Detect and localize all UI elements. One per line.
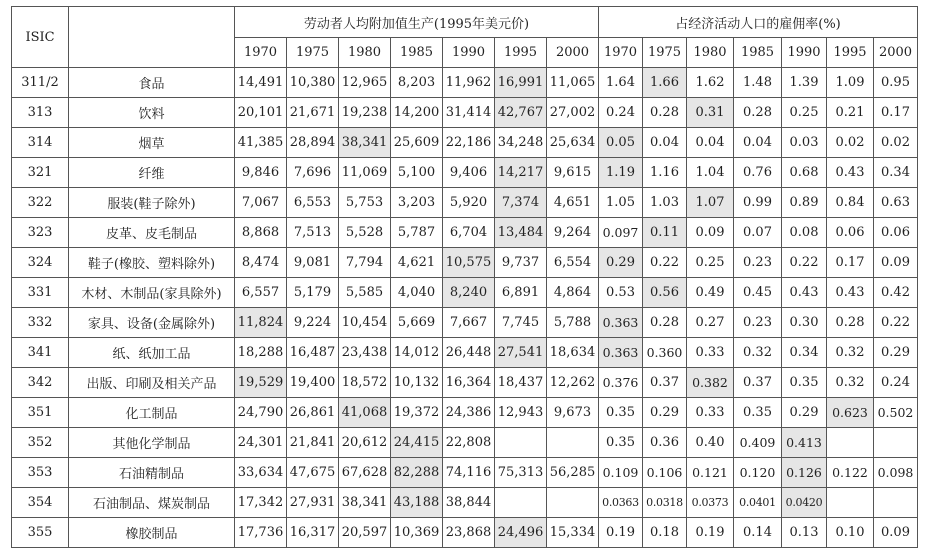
employment-rate-cell: 0.40: [687, 428, 734, 458]
employment-rate-cell: 0.28: [827, 308, 874, 338]
year-header: 1975: [643, 38, 687, 68]
value-added-cell: 3,203: [391, 188, 443, 218]
value-added-cell: 22,186: [443, 128, 495, 158]
value-added-cell: [495, 488, 547, 518]
employment-rate-cell: 0.13: [782, 518, 827, 548]
industry-name-header: [69, 7, 235, 68]
value-added-cell: 75,313: [495, 458, 547, 488]
value-added-cell: 16,364: [443, 368, 495, 398]
value-added-cell: 34,248: [495, 128, 547, 158]
employment-rate-cell: 0.43: [827, 278, 874, 308]
value-added-cell: 8,868: [235, 218, 287, 248]
table-row: [12, 398, 918, 428]
value-added-cell: 10,454: [339, 308, 391, 338]
isic-code-cell: 351: [12, 398, 69, 428]
value-added-cell: 27,541: [495, 338, 547, 368]
value-added-cell: 24,301: [235, 428, 287, 458]
isic-code-cell: 331: [12, 278, 69, 308]
industry-productivity-table: [11, 6, 918, 548]
employment-rate-cell: 0.09: [687, 218, 734, 248]
value-added-cell: 16,991: [495, 68, 547, 98]
value-added-cell: 11,065: [547, 68, 599, 98]
isic-code-cell: 341: [12, 338, 69, 368]
isic-code-cell: 352: [12, 428, 69, 458]
value-added-cell: 41,068: [339, 398, 391, 428]
value-added-cell: 10,380: [287, 68, 339, 98]
employment-rate-cell: 1.66: [643, 68, 687, 98]
employment-rate-cell: 0.19: [599, 518, 643, 548]
employment-rate-cell: 0.34: [874, 158, 918, 188]
value-added-cell: 20,101: [235, 98, 287, 128]
employment-rate-cell: 0.120: [734, 458, 782, 488]
industry-name-cell: 烟草: [69, 128, 235, 158]
value-added-cell: 5,787: [391, 218, 443, 248]
value-added-cell: [547, 488, 599, 518]
employment-rate-cell: 0.360: [643, 338, 687, 368]
value-added-cell: 19,529: [235, 368, 287, 398]
value-added-cell: 5,100: [391, 158, 443, 188]
employment-rate-cell: 0.08: [782, 218, 827, 248]
value-added-cell: 7,513: [287, 218, 339, 248]
value-added-cell: 23,868: [443, 518, 495, 548]
industry-name-cell: 石油精制品: [69, 458, 235, 488]
employment-rate-cell: 0.363: [599, 338, 643, 368]
employment-rate-cell: 0.37: [643, 368, 687, 398]
value-added-cell: 56,285: [547, 458, 599, 488]
employment-rate-cell: 0.06: [827, 218, 874, 248]
value-added-cell: 7,067: [235, 188, 287, 218]
value-added-cell: 5,585: [339, 278, 391, 308]
year-header: 1970: [235, 38, 287, 68]
employment-rate-cell: 0.28: [643, 98, 687, 128]
employment-rate-cell: 0.45: [734, 278, 782, 308]
value-added-cell: 9,846: [235, 158, 287, 188]
value-added-cell: 18,572: [339, 368, 391, 398]
isic-code-cell: 342: [12, 368, 69, 398]
employment-rate-cell: 0.29: [643, 398, 687, 428]
employment-rate-cell: 0.23: [734, 308, 782, 338]
value-added-cell: 19,238: [339, 98, 391, 128]
value-added-cell: 19,372: [391, 398, 443, 428]
employment-rate-cell: 0.0420: [782, 488, 827, 518]
value-added-cell: 20,597: [339, 518, 391, 548]
isic-code-cell: 324: [12, 248, 69, 278]
isic-code-cell: 355: [12, 518, 69, 548]
value-added-cell: 5,788: [547, 308, 599, 338]
value-added-cell: 7,696: [287, 158, 339, 188]
value-added-cell: 14,012: [391, 338, 443, 368]
value-added-cell: 8,474: [235, 248, 287, 278]
value-added-cell: 9,264: [547, 218, 599, 248]
table-row: [12, 218, 918, 248]
value-added-cell: 5,669: [391, 308, 443, 338]
year-header: 1990: [443, 38, 495, 68]
value-added-cell: 5,753: [339, 188, 391, 218]
employment-rate-cell: 0.32: [827, 368, 874, 398]
employment-rate-cell: 0.03: [782, 128, 827, 158]
industry-name-cell: 其他化学制品: [69, 428, 235, 458]
value-added-cell: 28,894: [287, 128, 339, 158]
employment-rate-cell: 1.48: [734, 68, 782, 98]
value-added-cell: 21,671: [287, 98, 339, 128]
value-added-cell: 8,240: [443, 278, 495, 308]
employment-rate-cell: 0.36: [643, 428, 687, 458]
isic-code-cell: 314: [12, 128, 69, 158]
industry-name-cell: 化工制品: [69, 398, 235, 428]
employment-rate-cell: 0.09: [874, 248, 918, 278]
table-row: [12, 278, 918, 308]
value-added-cell: 16,317: [287, 518, 339, 548]
value-added-cell: 11,069: [339, 158, 391, 188]
industry-name-cell: 纤维: [69, 158, 235, 188]
table-row: [12, 458, 918, 488]
value-added-cell: 15,334: [547, 518, 599, 548]
employment-rate-cell: 0.32: [827, 338, 874, 368]
employment-rate-cell: 0.35: [734, 398, 782, 428]
employment-rate-cell: 0.28: [734, 98, 782, 128]
employment-rate-cell: 1.05: [599, 188, 643, 218]
employment-rate-cell: 0.02: [827, 128, 874, 158]
employment-rate-cell: 0.22: [782, 248, 827, 278]
value-added-cell: 9,406: [443, 158, 495, 188]
isic-header: ISIC: [12, 7, 69, 68]
employment-rate-cell: 0.95: [874, 68, 918, 98]
value-added-cell: 11,824: [235, 308, 287, 338]
year-header: 1985: [391, 38, 443, 68]
value-added-cell: 9,224: [287, 308, 339, 338]
industry-name-cell: 石油制品、煤炭制品: [69, 488, 235, 518]
value-added-cell: 5,920: [443, 188, 495, 218]
employment-rate-cell: 0.0318: [643, 488, 687, 518]
value-added-cell: 4,651: [547, 188, 599, 218]
employment-rate-cell: 0.098: [874, 458, 918, 488]
value-added-cell: 41,385: [235, 128, 287, 158]
employment-rate-cell: 0.04: [687, 128, 734, 158]
employment-rate-cell: 0.35: [599, 428, 643, 458]
value-added-cell: 9,615: [547, 158, 599, 188]
value-added-cell: 13,484: [495, 218, 547, 248]
value-added-cell: 7,745: [495, 308, 547, 338]
industry-name-cell: 家具、设备(金属除外): [69, 308, 235, 338]
employment-rate-cell: 0.0401: [734, 488, 782, 518]
value-added-cell: 74,116: [443, 458, 495, 488]
industry-name-cell: 皮革、皮毛制品: [69, 218, 235, 248]
industry-name-cell: 鞋子(橡胶、塑料除外): [69, 248, 235, 278]
industry-name-cell: 饮料: [69, 98, 235, 128]
table-row: [12, 68, 918, 98]
isic-code-cell: 322: [12, 188, 69, 218]
value-added-cell: 23,438: [339, 338, 391, 368]
employment-rate-cell: 1.16: [643, 158, 687, 188]
value-added-group-header: 劳动者人均附加值生产(1995年美元价): [235, 7, 599, 38]
value-added-cell: 25,634: [547, 128, 599, 158]
value-added-cell: 10,369: [391, 518, 443, 548]
value-added-cell: 22,808: [443, 428, 495, 458]
industry-name-cell: 木材、木制品(家具除外): [69, 278, 235, 308]
employment-rate-cell: 0.99: [734, 188, 782, 218]
value-added-cell: 38,341: [339, 128, 391, 158]
value-added-cell: 31,414: [443, 98, 495, 128]
industry-name-cell: 纸、纸加工品: [69, 338, 235, 368]
employment-rate-cell: 0.35: [782, 368, 827, 398]
value-added-cell: 10,575: [443, 248, 495, 278]
value-added-cell: 19,400: [287, 368, 339, 398]
value-added-cell: 10,132: [391, 368, 443, 398]
employment-rate-cell: 0.363: [599, 308, 643, 338]
employment-rate-cell: 0.121: [687, 458, 734, 488]
employment-rate-cell: 1.07: [687, 188, 734, 218]
employment-rate-cell: 0.413: [782, 428, 827, 458]
year-header: 1980: [687, 38, 734, 68]
isic-code-cell: 323: [12, 218, 69, 248]
employment-rate-cell: 0.10: [827, 518, 874, 548]
employment-rate-cell: 0.42: [874, 278, 918, 308]
employment-rate-cell: 0.29: [599, 248, 643, 278]
employment-rate-cell: 0.06: [874, 218, 918, 248]
value-added-cell: 27,931: [287, 488, 339, 518]
value-added-cell: 25,609: [391, 128, 443, 158]
employment-rate-cell: 0.37: [734, 368, 782, 398]
value-added-cell: 18,634: [547, 338, 599, 368]
value-added-cell: 5,179: [287, 278, 339, 308]
year-header: 1995: [827, 38, 874, 68]
table-row: [12, 308, 918, 338]
employment-rate-cell: 0.07: [734, 218, 782, 248]
value-added-cell: 42,767: [495, 98, 547, 128]
value-added-cell: 43,188: [391, 488, 443, 518]
value-added-cell: 12,262: [547, 368, 599, 398]
value-added-cell: 6,553: [287, 188, 339, 218]
employment-rate-cell: 0.04: [643, 128, 687, 158]
employment-rate-cell: 0.14: [734, 518, 782, 548]
employment-rate-cell: [827, 488, 874, 518]
value-added-cell: 6,891: [495, 278, 547, 308]
employment-rate-cell: 0.22: [643, 248, 687, 278]
value-added-cell: 4,040: [391, 278, 443, 308]
value-added-cell: 4,621: [391, 248, 443, 278]
value-added-cell: 38,341: [339, 488, 391, 518]
value-added-cell: 17,342: [235, 488, 287, 518]
employment-rate-cell: 0.0373: [687, 488, 734, 518]
value-added-cell: 47,675: [287, 458, 339, 488]
employment-rate-cell: 0.21: [827, 98, 874, 128]
table-row: [12, 488, 918, 518]
employment-rate-cell: 0.30: [782, 308, 827, 338]
industry-name-cell: 橡胶制品: [69, 518, 235, 548]
industry-name-cell: 出版、印刷及相关产品: [69, 368, 235, 398]
employment-group-header: 占经济活动人口的雇佣率(%): [599, 7, 918, 38]
value-added-cell: 18,288: [235, 338, 287, 368]
employment-rate-cell: 0.43: [782, 278, 827, 308]
employment-rate-cell: 0.0363: [599, 488, 643, 518]
employment-rate-cell: 0.623: [827, 398, 874, 428]
value-added-cell: [547, 428, 599, 458]
value-added-cell: [495, 428, 547, 458]
value-added-cell: 6,704: [443, 218, 495, 248]
value-added-cell: 67,628: [339, 458, 391, 488]
employment-rate-cell: [874, 428, 918, 458]
value-added-cell: 24,496: [495, 518, 547, 548]
employment-rate-cell: 0.106: [643, 458, 687, 488]
employment-rate-cell: 0.32: [734, 338, 782, 368]
employment-rate-cell: 0.097: [599, 218, 643, 248]
employment-rate-cell: 0.35: [599, 398, 643, 428]
employment-rate-cell: 0.122: [827, 458, 874, 488]
employment-rate-cell: [827, 428, 874, 458]
employment-rate-cell: 0.76: [734, 158, 782, 188]
year-header: 1985: [734, 38, 782, 68]
isic-code-cell: 313: [12, 98, 69, 128]
year-header: 1995: [495, 38, 547, 68]
employment-rate-cell: 0.376: [599, 368, 643, 398]
employment-rate-cell: 0.28: [643, 308, 687, 338]
employment-rate-cell: 1.64: [599, 68, 643, 98]
value-added-cell: 21,841: [287, 428, 339, 458]
isic-code-cell: 332: [12, 308, 69, 338]
table-row: [12, 368, 918, 398]
employment-rate-cell: 0.11: [643, 218, 687, 248]
value-added-cell: 17,736: [235, 518, 287, 548]
employment-rate-cell: 0.502: [874, 398, 918, 428]
employment-rate-cell: 0.34: [782, 338, 827, 368]
value-added-cell: 18,437: [495, 368, 547, 398]
value-added-cell: 9,673: [547, 398, 599, 428]
value-added-cell: 8,203: [391, 68, 443, 98]
value-added-cell: 9,081: [287, 248, 339, 278]
employment-rate-cell: 1.09: [827, 68, 874, 98]
table-header: [12, 7, 918, 68]
industry-name-cell: 服装(鞋子除外): [69, 188, 235, 218]
employment-rate-cell: [874, 488, 918, 518]
value-added-cell: 14,200: [391, 98, 443, 128]
employment-rate-cell: 1.19: [599, 158, 643, 188]
value-added-cell: 26,861: [287, 398, 339, 428]
employment-rate-cell: 0.02: [874, 128, 918, 158]
employment-rate-cell: 0.43: [827, 158, 874, 188]
table-row: [12, 158, 918, 188]
table-row: [12, 428, 918, 458]
value-added-cell: 33,634: [235, 458, 287, 488]
employment-rate-cell: 0.409: [734, 428, 782, 458]
isic-code-cell: 311/2: [12, 68, 69, 98]
value-added-cell: 24,415: [391, 428, 443, 458]
year-header: 1990: [782, 38, 827, 68]
employment-rate-cell: 0.31: [687, 98, 734, 128]
employment-rate-cell: 0.22: [874, 308, 918, 338]
value-added-cell: 20,612: [339, 428, 391, 458]
employment-rate-cell: 0.53: [599, 278, 643, 308]
year-header: 1975: [287, 38, 339, 68]
year-header: 2000: [874, 38, 918, 68]
value-added-cell: 6,557: [235, 278, 287, 308]
employment-rate-cell: 0.382: [687, 368, 734, 398]
value-added-cell: 7,374: [495, 188, 547, 218]
employment-rate-cell: 0.84: [827, 188, 874, 218]
employment-rate-cell: 0.18: [643, 518, 687, 548]
employment-rate-cell: 0.56: [643, 278, 687, 308]
employment-rate-cell: 0.23: [734, 248, 782, 278]
table-row: [12, 518, 918, 548]
value-added-cell: 5,528: [339, 218, 391, 248]
employment-rate-cell: 0.05: [599, 128, 643, 158]
value-added-cell: 11,962: [443, 68, 495, 98]
value-added-cell: 24,790: [235, 398, 287, 428]
value-added-cell: 7,667: [443, 308, 495, 338]
isic-code-cell: 353: [12, 458, 69, 488]
employment-rate-cell: 0.63: [874, 188, 918, 218]
value-added-cell: 12,943: [495, 398, 547, 428]
year-header: 2000: [547, 38, 599, 68]
employment-rate-cell: 0.24: [874, 368, 918, 398]
value-added-cell: 14,217: [495, 158, 547, 188]
employment-rate-cell: 0.49: [687, 278, 734, 308]
value-added-cell: 82,288: [391, 458, 443, 488]
value-added-cell: 26,448: [443, 338, 495, 368]
employment-rate-cell: 0.19: [687, 518, 734, 548]
data-table-container: [11, 6, 918, 548]
value-added-cell: 27,002: [547, 98, 599, 128]
employment-rate-cell: 0.33: [687, 338, 734, 368]
value-added-cell: 6,554: [547, 248, 599, 278]
value-added-cell: 4,864: [547, 278, 599, 308]
table-body: [12, 68, 918, 548]
employment-rate-cell: 1.62: [687, 68, 734, 98]
table-row: [12, 338, 918, 368]
employment-rate-cell: 1.03: [643, 188, 687, 218]
value-added-cell: 7,794: [339, 248, 391, 278]
table-row: [12, 188, 918, 218]
year-header: 1980: [339, 38, 391, 68]
employment-rate-cell: 0.04: [734, 128, 782, 158]
employment-rate-cell: 0.33: [687, 398, 734, 428]
employment-rate-cell: 0.24: [599, 98, 643, 128]
table-row: [12, 98, 918, 128]
employment-rate-cell: 0.25: [687, 248, 734, 278]
isic-code-cell: 321: [12, 158, 69, 188]
employment-rate-cell: 0.68: [782, 158, 827, 188]
value-added-cell: 12,965: [339, 68, 391, 98]
employment-rate-cell: 0.29: [782, 398, 827, 428]
employment-rate-cell: 0.29: [874, 338, 918, 368]
industry-name-cell: 食品: [69, 68, 235, 98]
table-row: [12, 128, 918, 158]
employment-rate-cell: 0.25: [782, 98, 827, 128]
value-added-cell: 16,487: [287, 338, 339, 368]
value-added-cell: 38,844: [443, 488, 495, 518]
value-added-cell: 9,737: [495, 248, 547, 278]
value-added-cell: 24,386: [443, 398, 495, 428]
employment-rate-cell: 0.27: [687, 308, 734, 338]
employment-rate-cell: 0.17: [827, 248, 874, 278]
employment-rate-cell: 0.17: [874, 98, 918, 128]
employment-rate-cell: 0.09: [874, 518, 918, 548]
year-header: 1970: [599, 38, 643, 68]
employment-rate-cell: 0.109: [599, 458, 643, 488]
table-row: [12, 248, 918, 278]
employment-rate-cell: 1.04: [687, 158, 734, 188]
isic-code-cell: 354: [12, 488, 69, 518]
employment-rate-cell: 1.39: [782, 68, 827, 98]
employment-rate-cell: 0.126: [782, 458, 827, 488]
value-added-cell: 14,491: [235, 68, 287, 98]
employment-rate-cell: 0.89: [782, 188, 827, 218]
